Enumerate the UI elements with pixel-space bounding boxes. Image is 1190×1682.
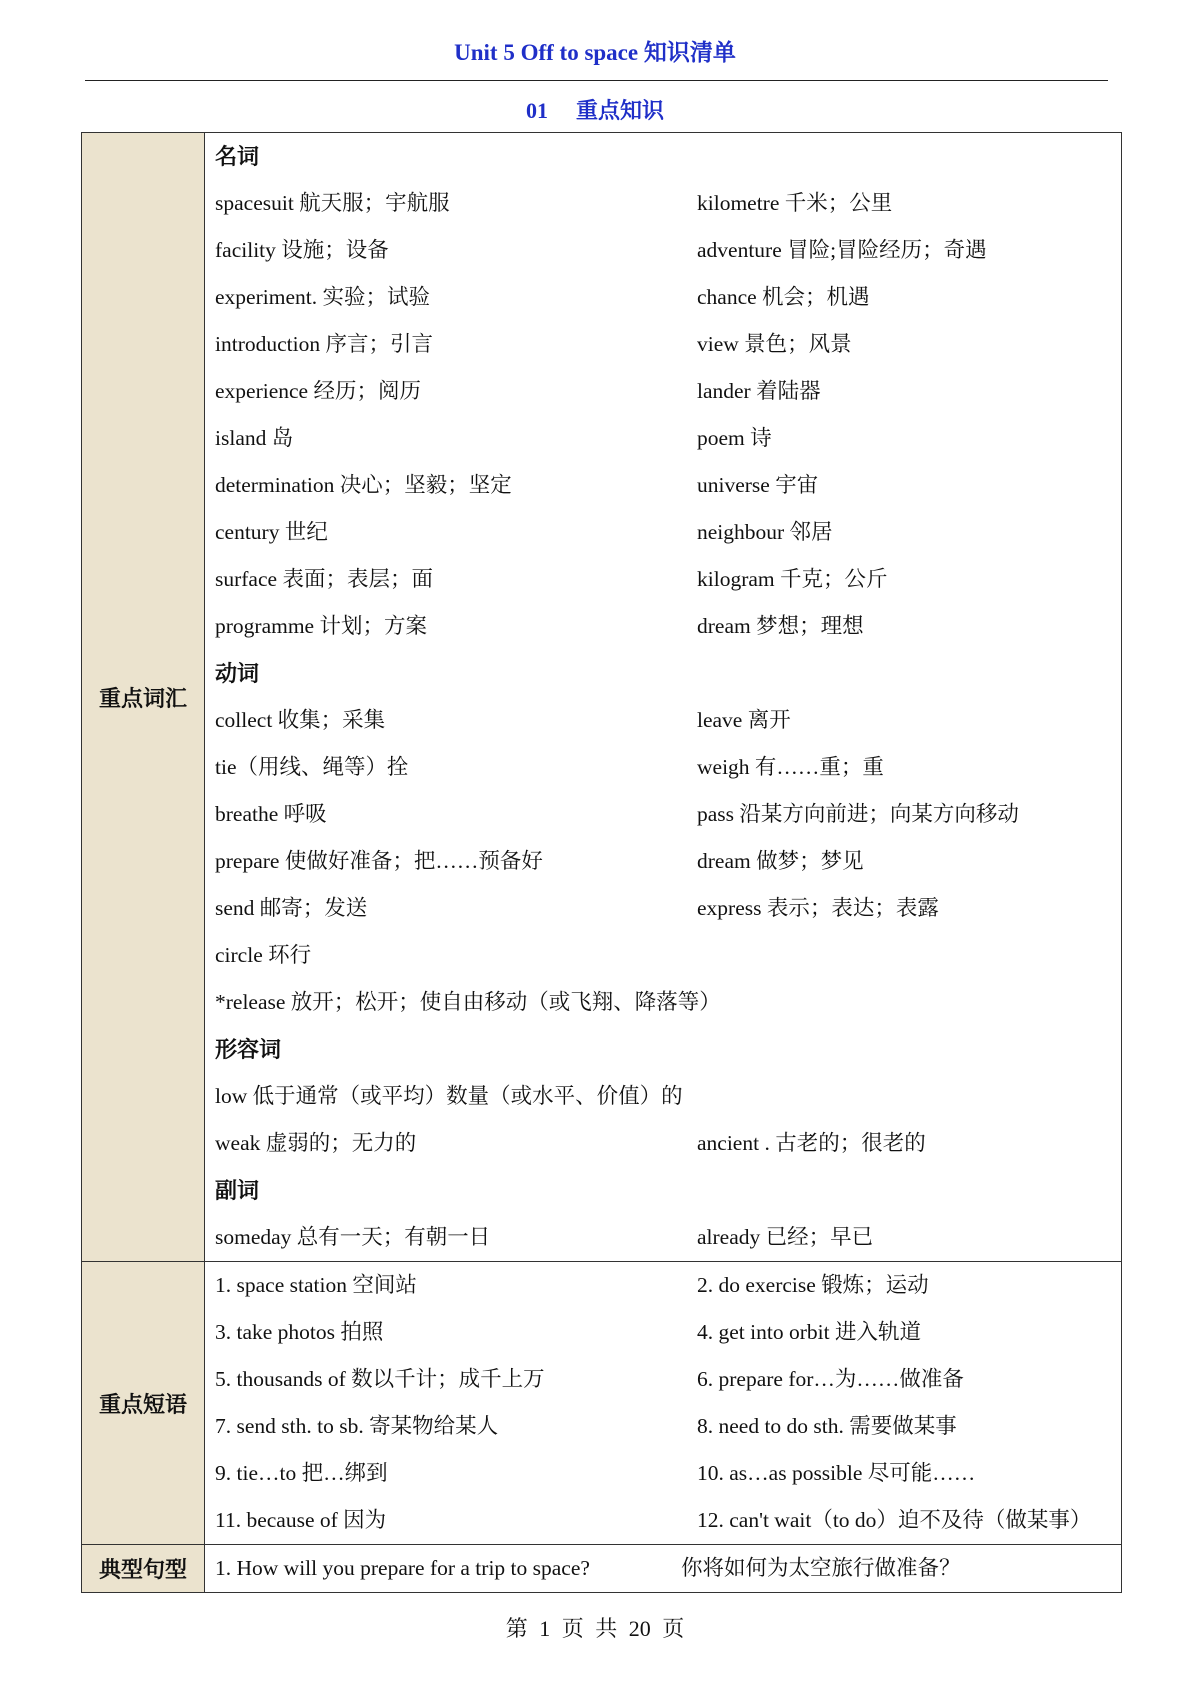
section-heading: [0, 94, 1190, 125]
knowledge-table: [81, 132, 1122, 1593]
header-divider: [85, 80, 1108, 81]
phrases-content: [205, 1262, 1122, 1545]
list-item: circle 环行: [215, 943, 312, 967]
section-number: 01: [525, 98, 548, 123]
sentences-label: 典型句型: [82, 1545, 205, 1593]
section-title: 重点知识: [575, 98, 664, 123]
list-item: breathe 呼吸 pass 沿某方向前进；向某方向移动: [215, 802, 1019, 826]
list-item: 11. because of 因为 12. can't wait（to do）迫不及待（做某事）: [215, 1508, 1092, 1532]
list-item: 9. tie…to 把…绑到 10. as…as possible 尽可能……: [215, 1461, 976, 1485]
list-item: programme 计划；方案 dream 梦想；理想: [215, 614, 864, 638]
list-item: weak 虚弱的；无力的 ancient . 古老的；很老的: [215, 1131, 926, 1155]
list-item: collect 收集；采集 leave 离开: [215, 708, 791, 732]
list-item: experiment. 实验；试验 chance 机会；机遇: [215, 285, 870, 309]
adv-header: 副词: [215, 1178, 260, 1203]
vocab-row: [82, 133, 1122, 1262]
list-item: 1. How will you prepare for a trip to space? 你将如何为太空旅行做准备？: [215, 1556, 961, 1580]
sentences-row: [82, 1545, 1122, 1593]
list-item: low 低于通常（或平均）数量（或水平、价值）的: [215, 1084, 683, 1108]
list-item: 1. space station 空间站 2. do exercise 锻炼；运动: [215, 1273, 929, 1297]
list-item: tie（用线、绳等）拴 weigh 有……重；重: [215, 755, 884, 779]
vocab-label: 重点词汇: [82, 133, 205, 1262]
list-item: prepare 使做好准备；把……预备好 dream 做梦；梦见: [215, 849, 864, 873]
phrases-row: [82, 1262, 1122, 1545]
list-item: experience 经历；阅历 lander 着陆器: [215, 379, 821, 403]
list-item: introduction 序言；引言 view 景色；风景: [215, 332, 852, 356]
list-item: someday 总有一天；有朝一日 already 已经；早已: [215, 1225, 874, 1249]
verbs-header: 动词: [215, 661, 260, 686]
list-item: 7. send sth. to sb. 寄某物给某人 8. need to do sth. 需要做某事: [215, 1414, 957, 1438]
list-item: spacesuit 航天服；宇航服 kilometre 千米；公里: [215, 191, 893, 215]
list-item: *release 放开；松开；使自由移动（或飞翔、降落等）: [215, 990, 721, 1014]
document-title: Unit 5 Off to space 知识清单: [454, 40, 736, 65]
list-item: surface 表面；表层；面 kilogram 千克；公斤: [215, 567, 888, 591]
nouns-header: 名词: [215, 144, 260, 169]
list-item: send 邮寄；发送 express 表示；表达；表露: [215, 896, 939, 920]
page-footer: 第 1 页 共 20 页: [505, 1616, 685, 1641]
list-item: century 世纪 neighbour 邻居: [215, 520, 833, 544]
list-item: island 岛 poem 诗: [215, 426, 772, 450]
list-item: 3. take photos 拍照 4. get into orbit 进入轨道: [215, 1320, 921, 1344]
list-item: 5. thousands of 数以千计；成千上万 6. prepare for…为……做准备: [215, 1367, 964, 1391]
sentences-content: [205, 1545, 1122, 1593]
vocab-content: [205, 133, 1122, 1262]
list-item: determination 决心；坚毅；坚定 universe 宇宙: [215, 473, 819, 497]
list-item: facility 设施；设备 adventure 冒险;冒险经历；奇遇: [215, 238, 987, 262]
adj-header: 形容词: [215, 1037, 282, 1062]
phrases-label: 重点短语: [82, 1262, 205, 1545]
